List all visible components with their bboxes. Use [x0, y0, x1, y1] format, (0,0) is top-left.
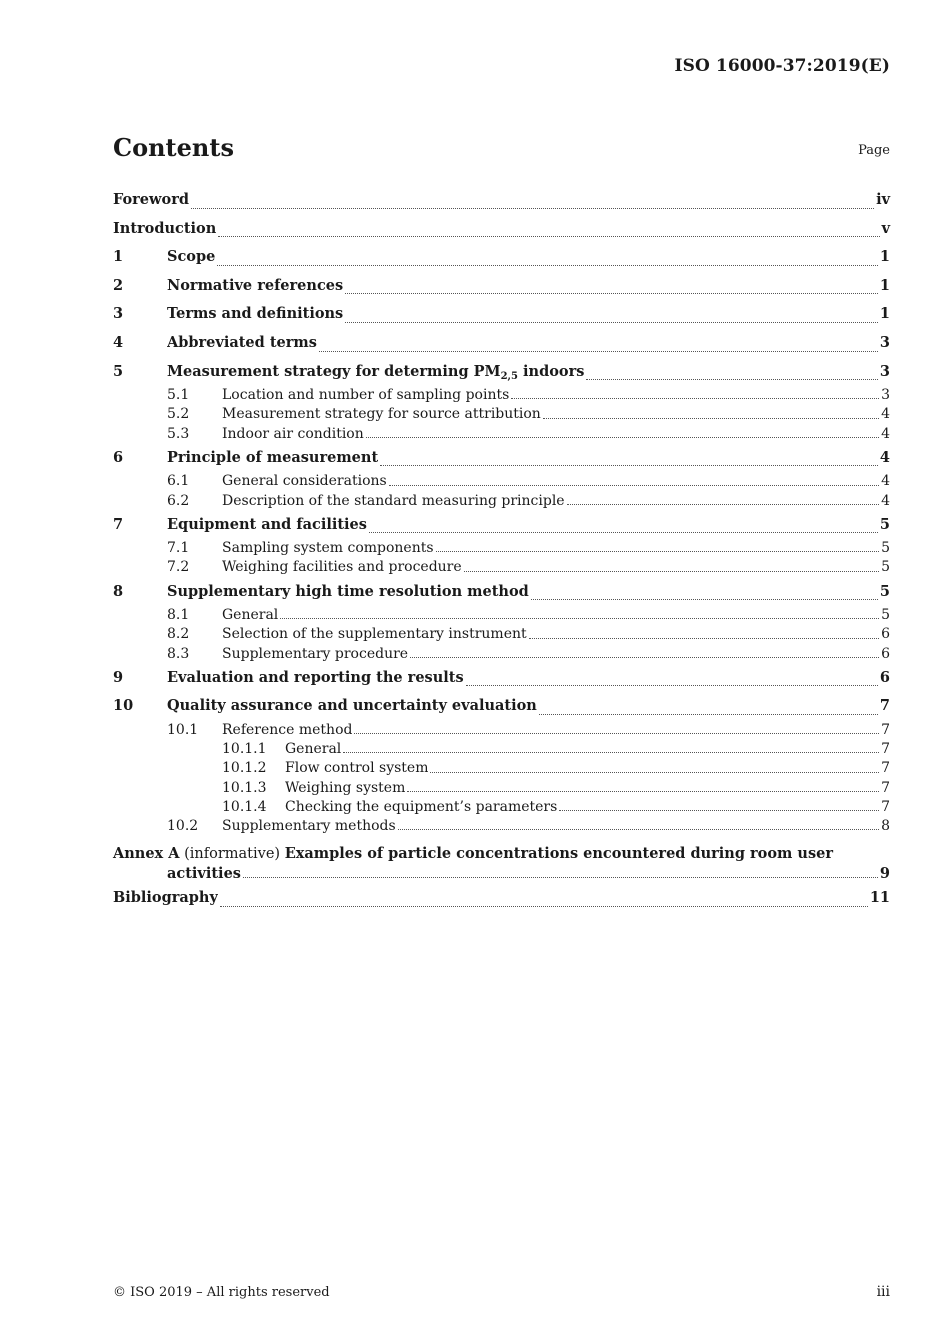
- toc-entry-10[interactable]: 10 Quality assurance and uncertainty evaluation 7: [113, 697, 890, 715]
- toc-entry-7-1[interactable]: 7.1 Sampling system components 5: [167, 540, 890, 557]
- footer-page-number: iii: [876, 1284, 890, 1300]
- contents-title: Contents: [113, 133, 234, 162]
- toc-entry-1[interactable]: 1 Scope 1: [113, 248, 890, 266]
- toc-entry-10-1[interactable]: 10.1 Reference method 7: [167, 722, 890, 738]
- footer-copyright: © ISO 2019 – All rights reserved: [113, 1285, 330, 1300]
- toc-entry-6[interactable]: 6 Principle of measurement 4: [113, 448, 890, 466]
- toc-entry-7[interactable]: 7 Equipment and facilities 5: [113, 515, 890, 533]
- toc-entry-10-1-4[interactable]: 10.1.4 Checking the equipment’s parameters 7: [222, 798, 890, 815]
- toc-entry-annex-a-cont[interactable]: activities 9: [167, 865, 890, 883]
- toc-entry-7-2[interactable]: 7.2 Weighing facilities and procedure 5: [167, 559, 890, 576]
- page-column-label: Page: [858, 143, 890, 158]
- toc-entry-bibliography[interactable]: Bibliography 11: [113, 889, 890, 907]
- toc-entry-8-1[interactable]: 8.1 General 5: [167, 607, 890, 624]
- toc-entry-6-2[interactable]: 6.2 Description of the standard measuring principle 4: [167, 492, 890, 509]
- toc-entry-6-1[interactable]: 6.1 General considerations 4: [167, 473, 890, 490]
- toc-entry-5-2[interactable]: 5.2 Measurement strategy for source attribution 4: [167, 406, 890, 423]
- toc-entry-introduction[interactable]: Introduction v: [113, 219, 890, 237]
- toc-entry-8[interactable]: 8 Supplementary high time resolution method 5: [113, 582, 890, 600]
- toc-entry-3[interactable]: 3 Terms and definitions 1: [113, 305, 890, 323]
- document-id: ISO 16000-37:2019(E): [674, 56, 890, 76]
- toc-entry-10-1-3[interactable]: 10.1.3 Weighing system 7: [222, 779, 890, 796]
- toc-entry-foreword[interactable]: Foreword iv: [113, 191, 890, 208]
- toc-entry-annex-a[interactable]: Annex A (informative) Examples of particle concentrations encountered during room user: [113, 845, 833, 863]
- table-of-contents: [113, 186, 890, 913]
- toc-entry-5-1[interactable]: 5.1 Location and number of sampling points 3: [167, 387, 890, 404]
- toc-entry-9[interactable]: 9 Evaluation and reporting the results 6: [113, 668, 890, 686]
- toc-entry-8-3[interactable]: 8.3 Supplementary procedure 6: [167, 645, 890, 662]
- toc-entry-10-1-1[interactable]: 10.1.1 General 7: [222, 741, 890, 758]
- toc-entry-4[interactable]: 4 Abbreviated terms 3: [113, 333, 890, 351]
- toc-entry-10-2[interactable]: 10.2 Supplementary methods 8: [167, 817, 890, 834]
- toc-entry-2[interactable]: 2 Normative references 1: [113, 276, 890, 294]
- toc-entry-5[interactable]: 5 Measurement strategy for determing $PM_{2,5}$ indoors 3: [113, 362, 890, 382]
- toc-entry-8-2[interactable]: 8.2 Selection of the supplementary instrument 6: [167, 626, 890, 643]
- toc-entry-5-3[interactable]: 5.3 Indoor air condition 4: [167, 425, 890, 442]
- toc-entry-10-1-2[interactable]: 10.1.2 Flow control system 7: [222, 760, 890, 777]
